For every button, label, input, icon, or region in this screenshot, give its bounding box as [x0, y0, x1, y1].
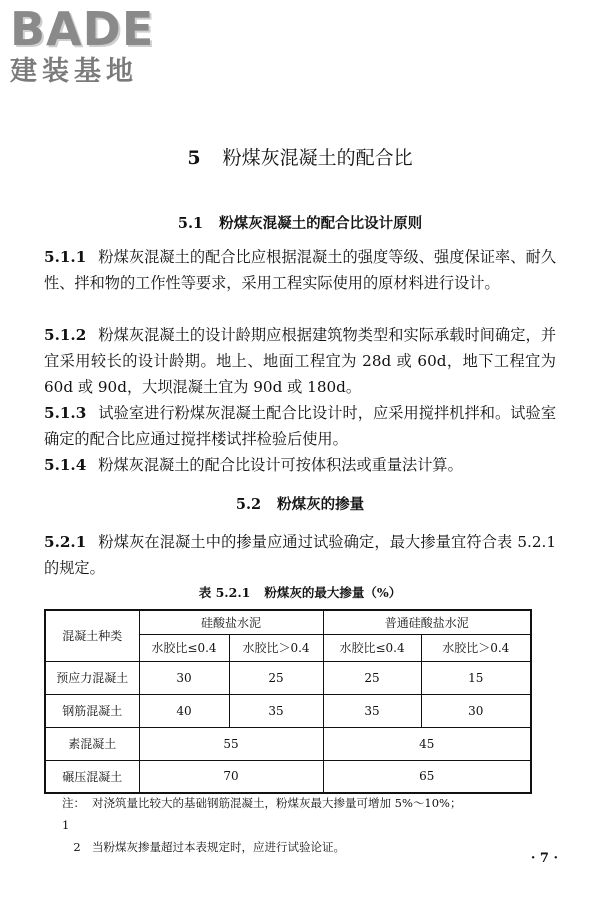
note-text: 当粉煤灰掺量超过本表规定时，应进行试验论证。	[92, 840, 345, 854]
table-caption	[0, 583, 600, 601]
row-label-cell: 碾压混凝土	[45, 760, 139, 793]
subheader-cell: 水胶比≤0.4	[139, 634, 229, 661]
table-number: 表 5.2.1	[198, 585, 251, 600]
subheader-cell: 水胶比＞0.4	[229, 634, 323, 661]
section-number: 5.1	[177, 215, 204, 232]
logo-subtitle: 建装基地	[10, 56, 138, 87]
value-cell: 70	[139, 760, 323, 793]
subheader-cell: 水胶比≤0.4	[323, 634, 421, 661]
note-label: 2	[73, 840, 81, 854]
section-title: 粉煤灰的掺量	[277, 496, 365, 513]
clause-5-1-1	[44, 244, 556, 296]
value-cell: 40	[139, 694, 229, 727]
value-cell: 25	[229, 661, 323, 694]
clause-5-1-3	[44, 400, 556, 452]
logo-wordmark: BADE	[10, 2, 155, 56]
bade-logo	[10, 4, 180, 88]
chapter-number: 5	[187, 147, 201, 169]
value-cell: 35	[229, 694, 323, 727]
clause-number: 5.1.2	[44, 326, 87, 344]
row-label-cell: 钢筋混凝土	[45, 694, 139, 727]
clause-number: 5.1.3	[44, 404, 87, 422]
clause-text: 试验室进行粉煤灰混凝土配合比设计时，应采用搅拌机拌和。试验室确定的配合比应通过搅拌楼试拌检验后使用。	[44, 404, 556, 448]
clause-5-2-1	[44, 529, 556, 581]
value-cell: 55	[139, 727, 323, 760]
row-label-cell: 素混凝土	[45, 727, 139, 760]
page-number: · 7 ·	[530, 851, 558, 866]
group-header-cell: 硅酸盐水泥	[139, 610, 323, 634]
chapter-heading	[0, 143, 600, 170]
table-row	[45, 727, 531, 760]
note-text: 对浇筑量比较大的基础钢筋混凝土，粉煤灰最大掺量可增加 5%～10%；	[92, 796, 462, 810]
group-header-cell: 普通硅酸盐水泥	[323, 610, 531, 634]
subheader-cell: 水胶比＞0.4	[421, 634, 531, 661]
value-cell: 45	[323, 727, 531, 760]
row-label-cell: 预应力混凝土	[45, 661, 139, 694]
value-cell: 35	[323, 694, 421, 727]
clause-text: 粉煤灰混凝土的设计龄期应根据建筑物类型和实际承载时间确定，并宜采用较长的设计龄期。地上、地面工程宜为 28d 或 60d，地下工程宜为 60d 或 90d，大坝混凝土宜为 90d 或 180d。	[44, 326, 556, 396]
row-header-cell: 混凝土种类	[45, 610, 139, 661]
note-item	[62, 836, 542, 858]
clause-5-1-4	[44, 452, 556, 478]
table-header-row	[45, 610, 531, 634]
value-cell: 15	[421, 661, 531, 694]
clause-number: 5.2.1	[44, 533, 87, 551]
clause-number: 5.1.4	[44, 456, 87, 474]
table-row	[45, 661, 531, 694]
clause-number: 5.1.1	[44, 248, 87, 266]
section-heading-5-1	[0, 212, 600, 233]
section-number: 5.2	[235, 496, 262, 513]
value-cell: 25	[323, 661, 421, 694]
note-item	[62, 792, 542, 836]
max-fly-ash-table	[44, 609, 532, 794]
value-cell: 30	[421, 694, 531, 727]
section-heading-5-2	[0, 493, 600, 514]
table-notes	[62, 792, 542, 858]
note-label: 注：1	[62, 796, 85, 832]
clause-text: 粉煤灰混凝土的配合比设计可按体积法或重量法计算。	[98, 456, 463, 474]
value-cell: 65	[323, 760, 531, 793]
table-row	[45, 694, 531, 727]
clause-text: 粉煤灰混凝土的配合比应根据混凝土的强度等级、强度保证率、耐久性、拌和物的工作性等要求，采用工程实际使用的原材料进行设计。	[44, 248, 556, 292]
table-row	[45, 760, 531, 793]
value-cell: 30	[139, 661, 229, 694]
clause-text: 粉煤灰在混凝土中的掺量应通过试验确定，最大掺量宜符合表 5.2.1 的规定。	[44, 533, 556, 577]
clause-5-1-2	[44, 322, 556, 400]
table-title: 粉煤灰的最大掺量（%）	[264, 585, 402, 600]
chapter-title: 粉煤灰混凝土的配合比	[222, 147, 413, 169]
section-title: 粉煤灰混凝土的配合比设计原则	[219, 215, 423, 232]
